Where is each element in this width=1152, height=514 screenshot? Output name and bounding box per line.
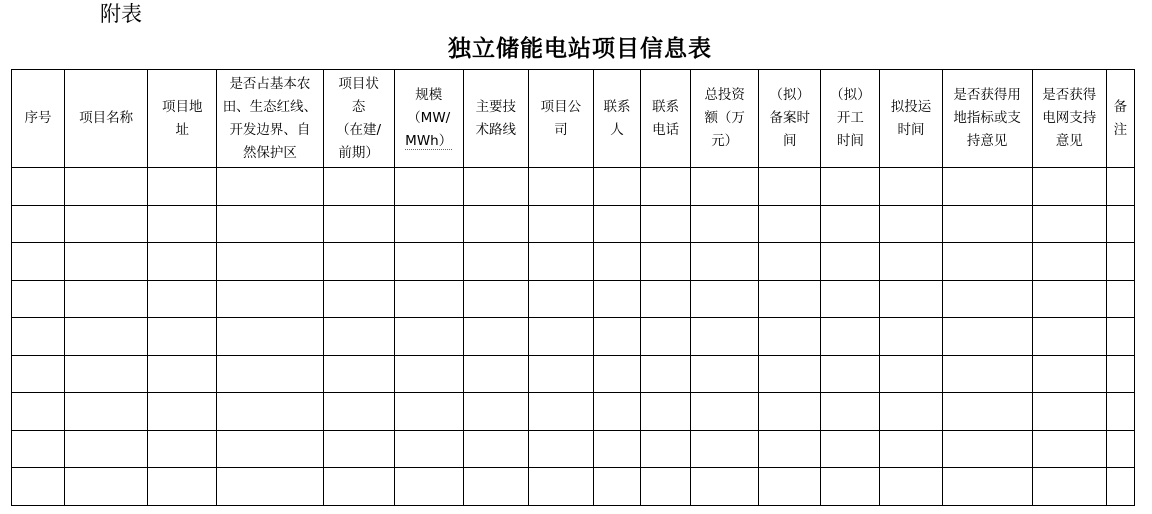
table-cell[interactable] [1106,168,1134,206]
table-cell[interactable] [1032,468,1106,506]
header-text-line: （在建/ [336,121,382,138]
table-cell[interactable] [12,468,65,506]
table-cell[interactable] [821,430,880,468]
table-cell[interactable] [593,468,640,506]
table-row [12,243,1135,281]
header-text-line: 开工 [836,110,864,126]
table-cell[interactable] [217,355,323,393]
table-cell[interactable] [463,355,528,393]
table-cell[interactable] [942,393,1032,431]
header-text-line: 联系 [603,98,631,115]
table-cell[interactable] [1032,205,1106,243]
table-cell[interactable] [323,430,394,468]
header-text-line: 时间 [897,121,925,138]
table-cell[interactable] [394,280,463,318]
header-land-indicator [942,70,1032,168]
header-land-occupancy [217,70,323,168]
table-cell[interactable] [323,355,394,393]
header-text-line: 注 [1113,121,1128,138]
table-cell[interactable] [217,430,323,468]
table-cell[interactable] [148,355,217,393]
header-text-line: 态 [351,98,366,115]
table-cell[interactable] [880,393,942,431]
table-cell[interactable] [1106,280,1134,318]
table-cell[interactable] [217,168,323,206]
table-cell[interactable] [821,355,880,393]
table-cell[interactable] [528,205,593,243]
table-cell[interactable] [593,168,640,206]
header-text-line: 意见 [1055,133,1083,149]
header-project-name [65,70,148,168]
table-cell[interactable] [880,168,942,206]
table-cell[interactable] [593,280,640,318]
table-cell[interactable] [528,355,593,393]
table-cell[interactable] [942,468,1032,506]
project-info-table [11,69,1135,506]
table-cell[interactable] [942,205,1032,243]
table-cell[interactable] [148,205,217,243]
table-cell[interactable] [821,468,880,506]
header-text-line: 备 [1113,98,1128,115]
header-technology-route [463,70,528,168]
table-cell[interactable] [1106,205,1134,243]
header-text-line: 备案时 [769,110,811,126]
table-cell[interactable] [463,318,528,356]
table-cell[interactable] [463,468,528,506]
header-text-line: （MW/ [407,110,451,126]
table-cell[interactable] [821,318,880,356]
table-cell[interactable] [12,355,65,393]
table-cell[interactable] [880,243,942,281]
table-cell[interactable] [148,280,217,318]
table-cell[interactable] [759,168,821,206]
table-cell[interactable] [880,280,942,318]
table-cell[interactable] [880,355,942,393]
table-cell[interactable] [12,243,65,281]
table-cell[interactable] [593,393,640,431]
header-project-status [323,70,394,168]
table-cell[interactable] [65,205,148,243]
table-cell[interactable] [1032,355,1106,393]
table-cell[interactable] [217,243,323,281]
table-row [12,280,1135,318]
table-cell[interactable] [691,318,759,356]
table-cell[interactable] [759,280,821,318]
table-cell[interactable] [641,393,691,431]
table-cell[interactable] [394,318,463,356]
table-cell[interactable] [217,468,323,506]
table-cell[interactable] [880,205,942,243]
table-cell[interactable] [641,205,691,243]
table-cell[interactable] [759,393,821,431]
table-row [12,318,1135,356]
header-contact-phone [641,70,691,168]
table-cell[interactable] [463,430,528,468]
header-text-line: 开发边界、自 [229,121,311,138]
header-project-company [528,70,593,168]
table-cell[interactable] [942,318,1032,356]
table-cell[interactable] [821,393,880,431]
header-text-line: 田、生态红线、 [222,98,318,115]
table-cell[interactable] [65,468,148,506]
table-cell[interactable] [394,205,463,243]
table-cell[interactable] [528,280,593,318]
header-text-line: 人 [610,121,624,138]
header-text-line: 司 [554,121,568,138]
table-cell[interactable] [463,205,528,243]
table-cell[interactable] [1106,430,1134,468]
table-cell[interactable] [759,430,821,468]
header-operation-time [880,70,942,168]
table-cell[interactable] [463,393,528,431]
table-cell[interactable] [691,393,759,431]
table-cell[interactable] [528,318,593,356]
table-row [12,355,1135,393]
table-cell[interactable] [593,205,640,243]
table-cell[interactable] [1032,168,1106,206]
header-text-line: （拟） [830,87,871,103]
table-cell[interactable] [12,318,65,356]
table-cell[interactable] [880,468,942,506]
table-cell[interactable] [880,318,942,356]
table-cell[interactable] [1032,280,1106,318]
table-cell[interactable] [394,393,463,431]
header-text-line: 是否占基本农 [229,75,311,92]
table-cell[interactable] [463,280,528,318]
table-cell[interactable] [691,430,759,468]
table-cell[interactable] [65,243,148,281]
table-cell[interactable] [821,205,880,243]
table-cell[interactable] [463,243,528,281]
table-cell[interactable] [528,430,593,468]
table-cell[interactable] [463,168,528,206]
header-text-line: 项目公 [540,98,582,115]
table-cell[interactable] [65,168,148,206]
header-text-line: 主要技 [475,98,517,115]
table-cell[interactable] [593,355,640,393]
table-cell[interactable] [1106,318,1134,356]
header-text-line: 前期） [338,144,379,161]
header-text-line: 持意见 [966,133,1008,149]
header-text-line: 额（万 [704,110,745,126]
table-cell[interactable] [148,243,217,281]
appendix-label: 附表 [100,2,142,26]
table-cell[interactable] [65,393,148,431]
table-cell[interactable] [641,318,691,356]
table-cell[interactable] [691,355,759,393]
table-cell[interactable] [759,318,821,356]
table-body [12,168,1135,506]
header-text-line: 然保护区 [242,144,297,161]
table-cell[interactable] [323,318,394,356]
header-text-line: 项目状 [338,75,379,92]
table-cell[interactable] [323,168,394,206]
table-cell[interactable] [148,393,217,431]
header-text-line: （拟） [769,87,811,103]
table-cell[interactable] [691,168,759,206]
table-cell[interactable] [65,355,148,393]
table-title: 独立储能电站项目信息表 [448,36,712,62]
table-cell[interactable] [323,243,394,281]
table-cell[interactable] [65,280,148,318]
table-cell[interactable] [942,430,1032,468]
table-cell[interactable] [1032,393,1106,431]
table-cell[interactable] [821,243,880,281]
table-cell[interactable] [942,243,1032,281]
table-cell[interactable] [217,393,323,431]
header-project-address [148,70,217,168]
table-cell[interactable] [65,430,148,468]
header-text-line: 拟投运 [890,98,932,115]
table-row [12,430,1135,468]
table-cell[interactable] [528,243,593,281]
table-cell[interactable] [12,168,65,206]
table-cell[interactable] [394,430,463,468]
table-cell[interactable] [880,430,942,468]
table-cell[interactable] [12,280,65,318]
header-contact-person [593,70,640,168]
header-text-line: 序号 [24,110,52,126]
header-text-line: 间 [783,133,797,149]
header-grid-support [1032,70,1106,168]
header-text-line: 电网支持 [1042,110,1097,126]
table-cell[interactable] [528,168,593,206]
table-cell[interactable] [942,355,1032,393]
table-cell[interactable] [942,168,1032,206]
table-cell[interactable] [528,468,593,506]
table-row [12,205,1135,243]
table-cell[interactable] [394,168,463,206]
table-cell[interactable] [217,280,323,318]
table-cell[interactable] [323,468,394,506]
table-cell[interactable] [65,318,148,356]
table-cell[interactable] [528,393,593,431]
header-total-investment [691,70,759,168]
table-cell[interactable] [148,318,217,356]
table-cell[interactable] [691,205,759,243]
table-cell[interactable] [759,205,821,243]
table-cell[interactable] [323,205,394,243]
header-seq [12,70,65,168]
table-cell[interactable] [691,243,759,281]
header-text-line: 元） [711,133,739,149]
table-cell[interactable] [323,280,394,318]
table-cell[interactable] [641,468,691,506]
header-filing-time [759,70,821,168]
table-cell[interactable] [759,243,821,281]
header-text-line: 是否获得 [1042,87,1097,103]
table-cell[interactable] [12,205,65,243]
table-cell[interactable] [12,393,65,431]
table-cell[interactable] [1032,318,1106,356]
table-cell[interactable] [691,280,759,318]
table-cell[interactable] [394,355,463,393]
header-scale [394,70,463,168]
header-text-line: 规模 [415,87,443,103]
header-text-line: 址 [175,121,190,138]
header-text-line: 电话 [652,121,680,138]
table-cell[interactable] [148,168,217,206]
header-text-line: 项目名称 [79,110,134,126]
header-text-line: 是否获得用 [953,87,1021,103]
header-text-line: 总投资 [704,87,745,103]
table-row [12,393,1135,431]
header-text-line: 联系 [652,98,680,115]
table-cell[interactable] [217,205,323,243]
table-cell[interactable] [1032,430,1106,468]
table-cell[interactable] [323,393,394,431]
table-cell[interactable] [593,318,640,356]
header-text-line: 术路线 [475,121,517,138]
table-row [12,168,1135,206]
table-cell[interactable] [641,355,691,393]
table-cell[interactable] [759,355,821,393]
table-cell[interactable] [1032,243,1106,281]
table-cell[interactable] [1106,355,1134,393]
table-cell[interactable] [641,430,691,468]
table-cell[interactable] [12,430,65,468]
table-cell[interactable] [641,243,691,281]
header-text-line: 地指标或支 [953,110,1021,126]
table-cell[interactable] [1106,393,1134,431]
header-start-time [821,70,880,168]
table-cell[interactable] [593,430,640,468]
header-remarks [1106,70,1134,168]
header-row [12,70,1135,168]
table-cell[interactable] [641,168,691,206]
table-cell[interactable] [217,318,323,356]
header-text-line: MWh） [405,133,453,149]
table-cell[interactable] [759,468,821,506]
table-cell[interactable] [394,468,463,506]
table-cell[interactable] [148,468,217,506]
header-text-line: 时间 [836,133,864,149]
table-cell[interactable] [821,168,880,206]
table-cell[interactable] [1106,243,1134,281]
table-cell[interactable] [691,468,759,506]
table-cell[interactable] [1106,468,1134,506]
table-cell[interactable] [394,243,463,281]
table-cell[interactable] [942,280,1032,318]
table-cell[interactable] [641,280,691,318]
header-text-line: 项目地 [162,98,203,115]
table-cell[interactable] [821,280,880,318]
table-row [12,468,1135,506]
table-cell[interactable] [593,243,640,281]
table-cell[interactable] [148,430,217,468]
